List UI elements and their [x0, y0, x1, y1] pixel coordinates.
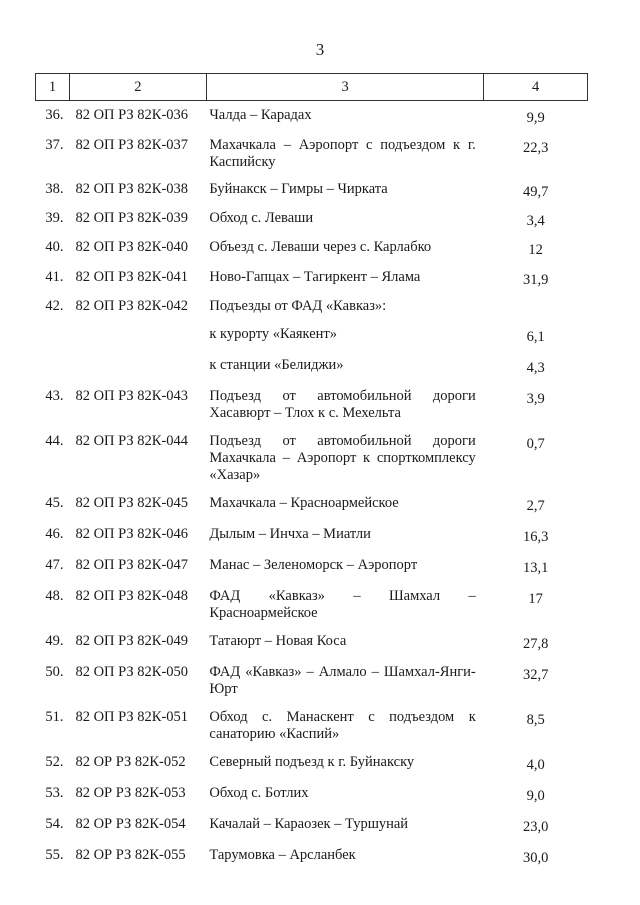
road-code: 82 ОП РЗ 82К-044 — [75, 433, 189, 449]
road-name: Тарумовка – Арсланбек — [209, 847, 356, 863]
road-name: Чалда – Карадах — [209, 107, 312, 123]
table-row — [36, 484, 588, 515]
road-code: 82 ОП РЗ 82К-036 — [75, 107, 189, 123]
row-number: 39. — [45, 210, 64, 226]
table-row — [36, 259, 588, 289]
road-code: 82 ОП РЗ 82К-049 — [75, 633, 189, 649]
row-number: 36. — [45, 107, 64, 123]
table-row — [36, 101, 588, 128]
road-code: 82 ОП РЗ 82К-040 — [75, 239, 189, 255]
road-code: 82 ОП РЗ 82К-043 — [75, 388, 189, 404]
road-name: Подъезды от ФАД «Кавказ»: — [209, 298, 387, 314]
header-col-3: 3 — [206, 74, 483, 101]
row-number — [36, 346, 70, 377]
road-name: ФАД «Кавказ» – Шамхал – Красноармейское — [209, 588, 476, 621]
roads-table — [35, 73, 588, 867]
table-row — [36, 743, 588, 774]
table-row — [36, 315, 588, 346]
table-row — [36, 201, 588, 230]
road-name: Татаюрт – Новая Коса — [209, 633, 347, 649]
road-name: ФАД «Кавказ» – Алмало – Шамхал-Янги-Юрт — [209, 664, 476, 697]
table-row — [36, 698, 588, 743]
table-row — [36, 127, 588, 171]
row-number: 45. — [45, 495, 64, 511]
road-code: 82 ОР РЗ 82К-053 — [75, 785, 186, 801]
road-code: 82 ОП РЗ 82К-047 — [75, 557, 189, 573]
road-code: 82 ОП РЗ 82К-038 — [75, 181, 189, 197]
road-name: Махачкала – Красноармейское — [209, 495, 399, 511]
row-number: 49. — [45, 633, 64, 649]
table-row — [36, 230, 588, 259]
road-length — [484, 289, 588, 315]
road-name: Манас – Зеленоморск – Аэропорт — [209, 557, 418, 573]
table-row — [36, 346, 588, 377]
row-number: 41. — [45, 269, 64, 285]
road-code: 82 ОП РЗ 82К-045 — [75, 495, 189, 511]
table-row — [36, 515, 588, 546]
row-number: 47. — [45, 557, 64, 573]
table-body — [36, 101, 588, 868]
table-row — [36, 805, 588, 836]
table-row — [36, 577, 588, 622]
row-number: 37. — [45, 137, 64, 153]
road-length: 0,7 — [526, 436, 545, 452]
table-row — [36, 171, 588, 201]
header-col-2: 2 — [69, 74, 206, 101]
road-name: Обход с. Леваши — [209, 210, 314, 226]
road-length: 17 — [528, 591, 543, 607]
row-number — [36, 315, 70, 346]
row-number: 43. — [45, 388, 64, 404]
road-code: 82 ОП РЗ 82К-051 — [75, 709, 189, 725]
road-length: 22,3 — [522, 140, 549, 156]
road-name: к курорту «Каякент» — [209, 326, 338, 342]
road-length: 6,1 — [526, 329, 545, 345]
road-length: 3,9 — [526, 391, 545, 407]
road-length: 27,8 — [522, 636, 549, 652]
road-name: Северный подъезд к г. Буйнакску — [209, 754, 415, 770]
road-length: 8,5 — [526, 712, 545, 728]
road-length: 23,0 — [522, 819, 549, 835]
road-length: 13,1 — [522, 560, 549, 576]
road-code: 82 ОП РЗ 82К-046 — [75, 526, 189, 542]
road-code: 82 ОП РЗ 82К-039 — [75, 210, 189, 226]
road-length: 2,7 — [526, 498, 545, 514]
road-length: 30,0 — [522, 850, 549, 866]
road-length: 32,7 — [522, 667, 549, 683]
header-col-4: 4 — [484, 74, 588, 101]
road-length: 4,0 — [526, 757, 545, 773]
road-code: 82 ОР РЗ 82К-055 — [75, 847, 186, 863]
road-length: 9,0 — [526, 788, 545, 804]
row-number: 55. — [45, 847, 64, 863]
road-code: 82 ОП РЗ 82К-050 — [75, 664, 189, 680]
row-number: 52. — [45, 754, 64, 770]
row-number: 51. — [45, 709, 64, 725]
road-code — [69, 346, 206, 377]
table-row — [36, 622, 588, 653]
header-col-1: 1 — [36, 74, 70, 101]
road-name: Обход с. Манаскент с подъездом к санаторию «Каспий» — [209, 709, 476, 742]
road-length: 4,3 — [526, 360, 545, 376]
table-header — [36, 74, 588, 101]
table-row — [36, 836, 588, 867]
row-number: 50. — [45, 664, 64, 680]
row-number: 38. — [45, 181, 64, 197]
road-name: Объезд с. Леваши через с. Карлабко — [209, 239, 432, 255]
row-number: 44. — [45, 433, 64, 449]
row-number: 54. — [45, 816, 64, 832]
road-code: 82 ОР РЗ 82К-054 — [75, 816, 186, 832]
road-name: к станции «Белиджи» — [209, 357, 344, 373]
row-number: 46. — [45, 526, 64, 542]
road-name: Ново-Гапцах – Тагиркент – Ялама — [209, 269, 421, 285]
road-name: Дылым – Инчха – Миатли — [209, 526, 371, 542]
row-number: 40. — [45, 239, 64, 255]
table-row — [36, 774, 588, 805]
table-row — [36, 546, 588, 577]
road-length: 49,7 — [522, 184, 549, 200]
road-code: 82 ОП РЗ 82К-042 — [75, 298, 189, 314]
road-code: 82 ОП РЗ 82К-037 — [75, 137, 189, 153]
road-name: Качалай – Караозек – Туршунай — [209, 816, 409, 832]
road-code: 82 ОП РЗ 82К-048 — [75, 588, 189, 604]
table-row — [36, 653, 588, 698]
road-name: Махачкала – Аэропорт с подъездом к г. Каспийску — [209, 137, 476, 170]
table-row — [36, 422, 588, 484]
row-number: 53. — [45, 785, 64, 801]
road-length: 16,3 — [522, 529, 549, 545]
road-code: 82 ОП РЗ 82К-041 — [75, 269, 189, 285]
road-code — [69, 315, 206, 346]
road-code: 82 ОР РЗ 82К-052 — [75, 754, 186, 770]
road-name: Подъезд от автомобильной дороги Хасавюрт – Тлох к с. Мехельта — [209, 388, 476, 421]
table-row — [36, 289, 588, 315]
row-number: 42. — [45, 298, 64, 314]
road-length: 12 — [528, 242, 543, 258]
road-length: 31,9 — [522, 272, 549, 288]
road-length: 9,9 — [526, 110, 545, 126]
table-row — [36, 377, 588, 422]
page-number: 3 — [315, 40, 325, 59]
road-length: 3,4 — [526, 213, 545, 229]
row-number: 48. — [45, 588, 64, 604]
road-name: Обход с. Ботлих — [209, 785, 309, 801]
road-name: Подъезд от автомобильной дороги Махачкала – Аэропорт к спорткомплексу «Хазар» — [209, 433, 476, 483]
road-name: Буйнакск – Гимры – Чирката — [209, 181, 388, 197]
